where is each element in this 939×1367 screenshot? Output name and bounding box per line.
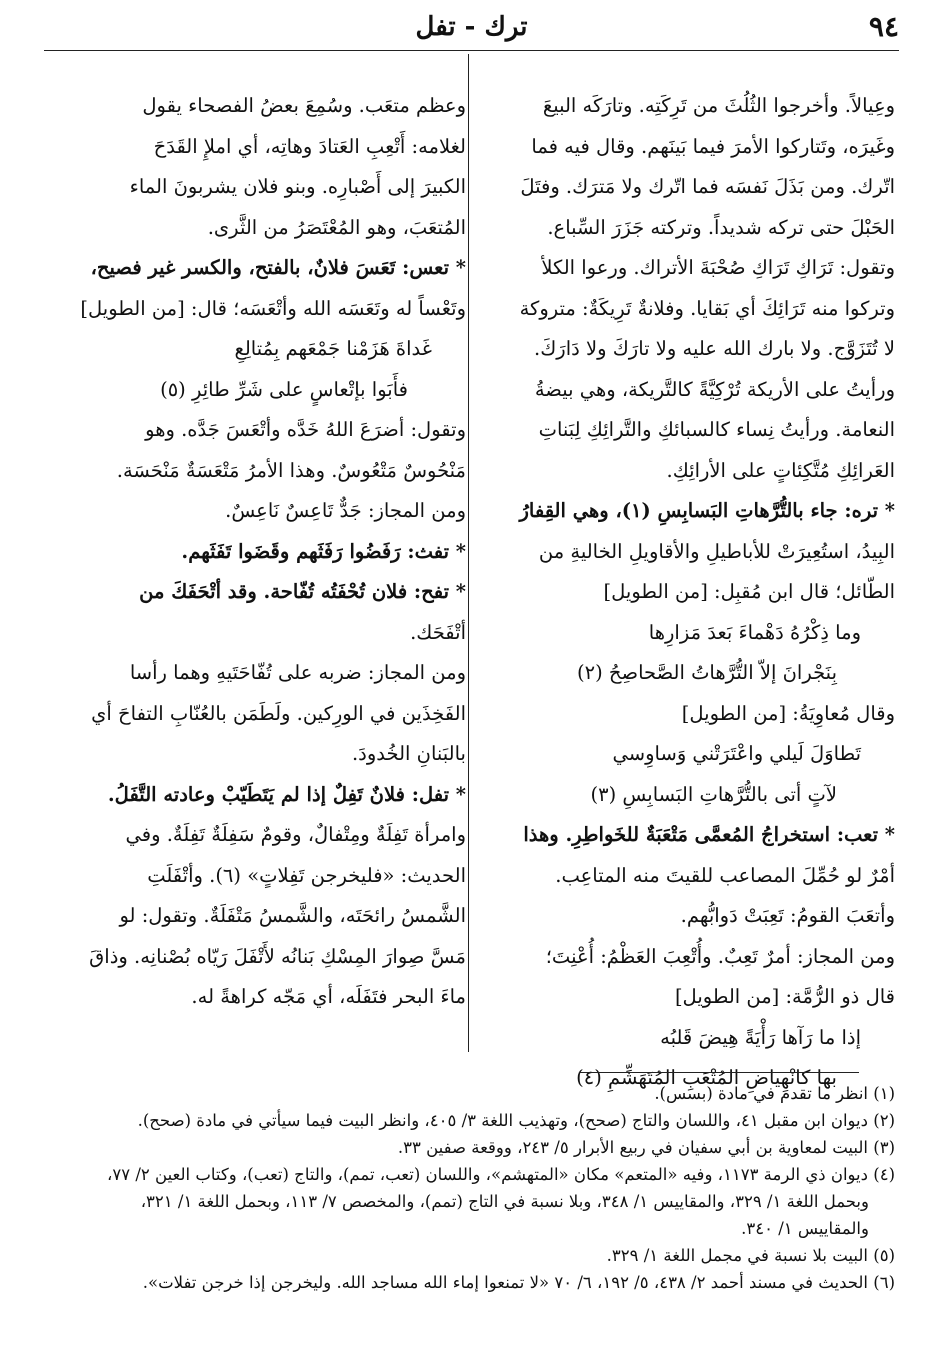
verse-line: إذا ما رَآها رَأْيَةً هِيضَ قَلبُه [660, 1025, 861, 1049]
header-rule [44, 50, 899, 51]
footnotes [40, 1080, 895, 1296]
column-divider [468, 54, 469, 1052]
text-line: ومن المجاز: ضربه على تُفّاحَتَيهِ وهما رأسا [129, 661, 466, 684]
verse-line: وما ذِكْرُهُ دَهْماءَ بَعدَ مَزارِها [648, 620, 861, 644]
verse-line: غَداةَ هَزَمْنا جَمْعَهم بِمُتالِعِ [234, 337, 432, 360]
text-line: وامرأة تَفِلَةٌ ومِتْفالٌ، وقومٌ سَفِلَةٌ تَفِلَةٌ. وفي [125, 823, 466, 846]
verse-line: بِنَجْرانَ إلاّ التُّرَّهاتُ الصَّحاصِحُ (٢) [577, 661, 837, 684]
text-line: وقال مُعاوِيَةُ: [من الطويل] [681, 701, 895, 725]
entry-tafal: * تفل: فلانٌ تَفِلٌ إذا لم يَتَطَيّبْ وعادته التَّفَلُ. [107, 782, 466, 806]
left-column [58, 86, 466, 1018]
entry-tafath: * تفث: رَفَضُوا رَفَثَهم وقَضَوا تَفَثَهم. [181, 539, 466, 563]
footnote: (٢) ديوان ابن مقبل ٤١، واللسان والتاج (صحح)، وتهذيب اللغة ٣/ ٤٠٥، وانظر البيت فيما سيأتي في مادة (صحح). [137, 1111, 895, 1130]
footnote: (١) انظر ما تقدم في مادة (بسس). [654, 1084, 895, 1103]
running-title: ترك - تفل [415, 12, 528, 42]
entry-tafah: * تفح: فلان تُحْفَتُه تُفّاحة. وقد أتْحَفَكَ من [139, 580, 466, 603]
text-line: وتقول: تَرَاكِ تَرَاكِ صُحْبَةَ الأتراك. ورعوا الكلأ [541, 256, 895, 279]
entry-taab: * تعب: استخراجُ المُعمَّى مَتْعَبَةٌ للخَواطِرِ. وهذا [523, 823, 895, 846]
text-line: لغلامه: أَتْعِبِ العَتادَ وهاتِه، أي املإِ القَدَحَ [153, 134, 466, 158]
footnote: (٣) البيت لمعاوية بن أبي سفيان في ربيع الأبرار ٥/ ٢٤٣، ووقعة صفين ٣٣. [397, 1138, 895, 1157]
footnote: (٥) البيت بلا نسبة في مجمل اللغة ١/ ٣٢٩. [606, 1246, 895, 1265]
verse-line: بها كانْهِياضِ المُتْعَبِ المُتَهَشِّمِ (٤) [576, 1066, 837, 1089]
page-number: ٩٤ [868, 10, 899, 43]
verse-line: فأَبَوا بإتْعاسٍ على شَرِّ طائِرِ (٥) [160, 377, 408, 401]
footnote-continuation: والمقاييس ١/ ٣٤٠. [741, 1219, 869, 1238]
text-line: البِيدُ، استُعِيرَتْ للأباطيلِ والأقاويلِ الخاليةِ من [538, 539, 895, 563]
text-line: وتقول: أضرَعَ اللهُ خَدَّه وأتْعَسَ جَدَّه. وهو [145, 418, 466, 441]
text-line: مَسَّ صِوارَ المِسْكِ بَنانُه لأَتْفَلَ رَيّاه بُصْنانِه. وذاقَ [89, 944, 466, 968]
text-line: أمْرٌ لو حُمِّلَ المصاعب للقيتَ منه المتاعِب. [555, 863, 895, 887]
text-line: اتّرك. ومن بَذَلَ نَفسَه فما اتّرك ولا مَترَك. وفتَلَ [520, 175, 895, 198]
footnote: (٤) ديوان ذي الرمة ١١٧٣، وفيه «المتعم» مكان «المتهشم»، واللسان (تعب، تمم)، والتاج (تعب)، وكتاب العين ٢/ ٧٧، [107, 1165, 895, 1184]
text-line: الشَّمسُ رائحَتَه، والشَّمسُ مَتْفَلَةٌ. وتقول: لو [119, 904, 466, 927]
text-line: ماءَ البحر فتَفَلَه، أي مَجّه كراهةً له. [191, 985, 466, 1008]
footnote-continuation: وبحمل اللغة ١/ ٣٢٩، والمقاييس ١/ ٣٤٨، وبلا نسبة في التاج (تمم)، والمخصص ٧/ ١١٣، وبحمل اللغة ١/ ٣٢١، [140, 1192, 869, 1211]
text-line: ومن المجاز: أمرٌ تَعِبٌ. وأُتْعِبَ العَظْمُ: أُعْنِتَ؛ [545, 944, 895, 968]
page-header [44, 8, 899, 48]
text-line: النعامة. ورأيتُ نِساء كالسبائكِ والتَّرائِكِ لِبَناتِ [538, 418, 895, 441]
entry-tarh: * تره: جاء بالتُّرَّهاتِ البَسابِسِ (١)، وهي القِفارُ [519, 499, 895, 522]
text-line: وغَيرَه، وتَتاركوا الأمرَ فيما بَينَهم. وقال فيه فما [531, 134, 895, 158]
text-line: الكبيرَ إلى أَصْبارِه. وبنو فلان يشربونَ الماء [129, 175, 466, 198]
text-line: وتَعْساً له وتَعَسَه الله وأتْعَسَه؛ قال: [من الطويل] [80, 296, 466, 320]
text-line: العَرائِكِ مُتَّكِئاتٍ على الأرائِكِ. [666, 458, 895, 482]
text-line: وتركوا منه تَرَائِكَ أي بَقايا. وفلانةٌ تَرِيكَةٌ: متروكة [519, 296, 895, 320]
entry-taas: * تعس: تَعَسَ فلانٌ، بالفتح، والكسر غير فصيح، [90, 256, 466, 279]
text-line: لا تُتَزَوَّج. ولا بارك الله عليه ولا تارَكَ ولا دَارَكَ. [534, 337, 895, 360]
right-column [487, 86, 895, 1099]
text-line: بالبَنانِ الخُدودَ. [351, 742, 466, 765]
text-line: الطّائل؛ قال ابن مُقبِل: [من الطويل] [603, 580, 895, 603]
text-line: المُتعَبَ، وهو المُعْتَصَرُ من الثَّرى. [207, 215, 466, 239]
footnote: (٦) الحديث في مسند أحمد ٢/ ٤٣٨، ٥/ ١٩٢، ٦/ ٧٠ «لا تمنعوا إماء الله مساجد الله. وليخرجن إذا خرجن تفلات». [142, 1273, 895, 1292]
text-line: قال ذو الرُّمَّة: [من الطويل] [674, 985, 895, 1008]
text-line: وعظم متعَب. وسُمِعَ بعضُ الفصحاء يقول [142, 94, 466, 117]
text-line: أتْفَحَك. [410, 620, 466, 644]
text-line: مَنْحُوسٌ مَتْعُوسٌ. وهذا الأمرُ مَتْعَسَةٌ مَنْحَسَة. [116, 458, 466, 482]
text-line: الحديث: «فليخرجن تَفِلاتٍ» (٦). وأتْفَلَتِ [147, 863, 466, 887]
footnote-rule [579, 1072, 859, 1073]
text-line: ومن المجاز: جَدٌّ تَاعِسٌ نَاعِسٌ. [225, 499, 466, 522]
text-line: وأتعَبَ القومُ: تَعِبَتْ دَوابُّهم. [680, 904, 895, 927]
verse-line: تَطاوَلَ لَيلي واعْتَرَتْني وَساوِسي [612, 742, 861, 765]
text-line: الحَبْلَ حتى تركه شديداً. وتركته جَزَرَ السِّباع. [547, 215, 895, 239]
verse-line: لآتٍ أتى بالتُّرَّهاتِ البَسابِسِ (٣) [590, 782, 837, 806]
text-line: وعِيالاً. وأخرجوا الثُلُثَ من تَرِكَتِه. وتارَكَه البيعَ [542, 94, 895, 117]
text-line: الفَخِذَين في الورِكين. ولَطَمَن بالعُنّابِ التفاحَ أي [91, 701, 466, 725]
text-line: ورأيتُ على الأريكة تُرْكِيَّةً كالتَّريكة، وهي بيضةُ [534, 377, 895, 401]
